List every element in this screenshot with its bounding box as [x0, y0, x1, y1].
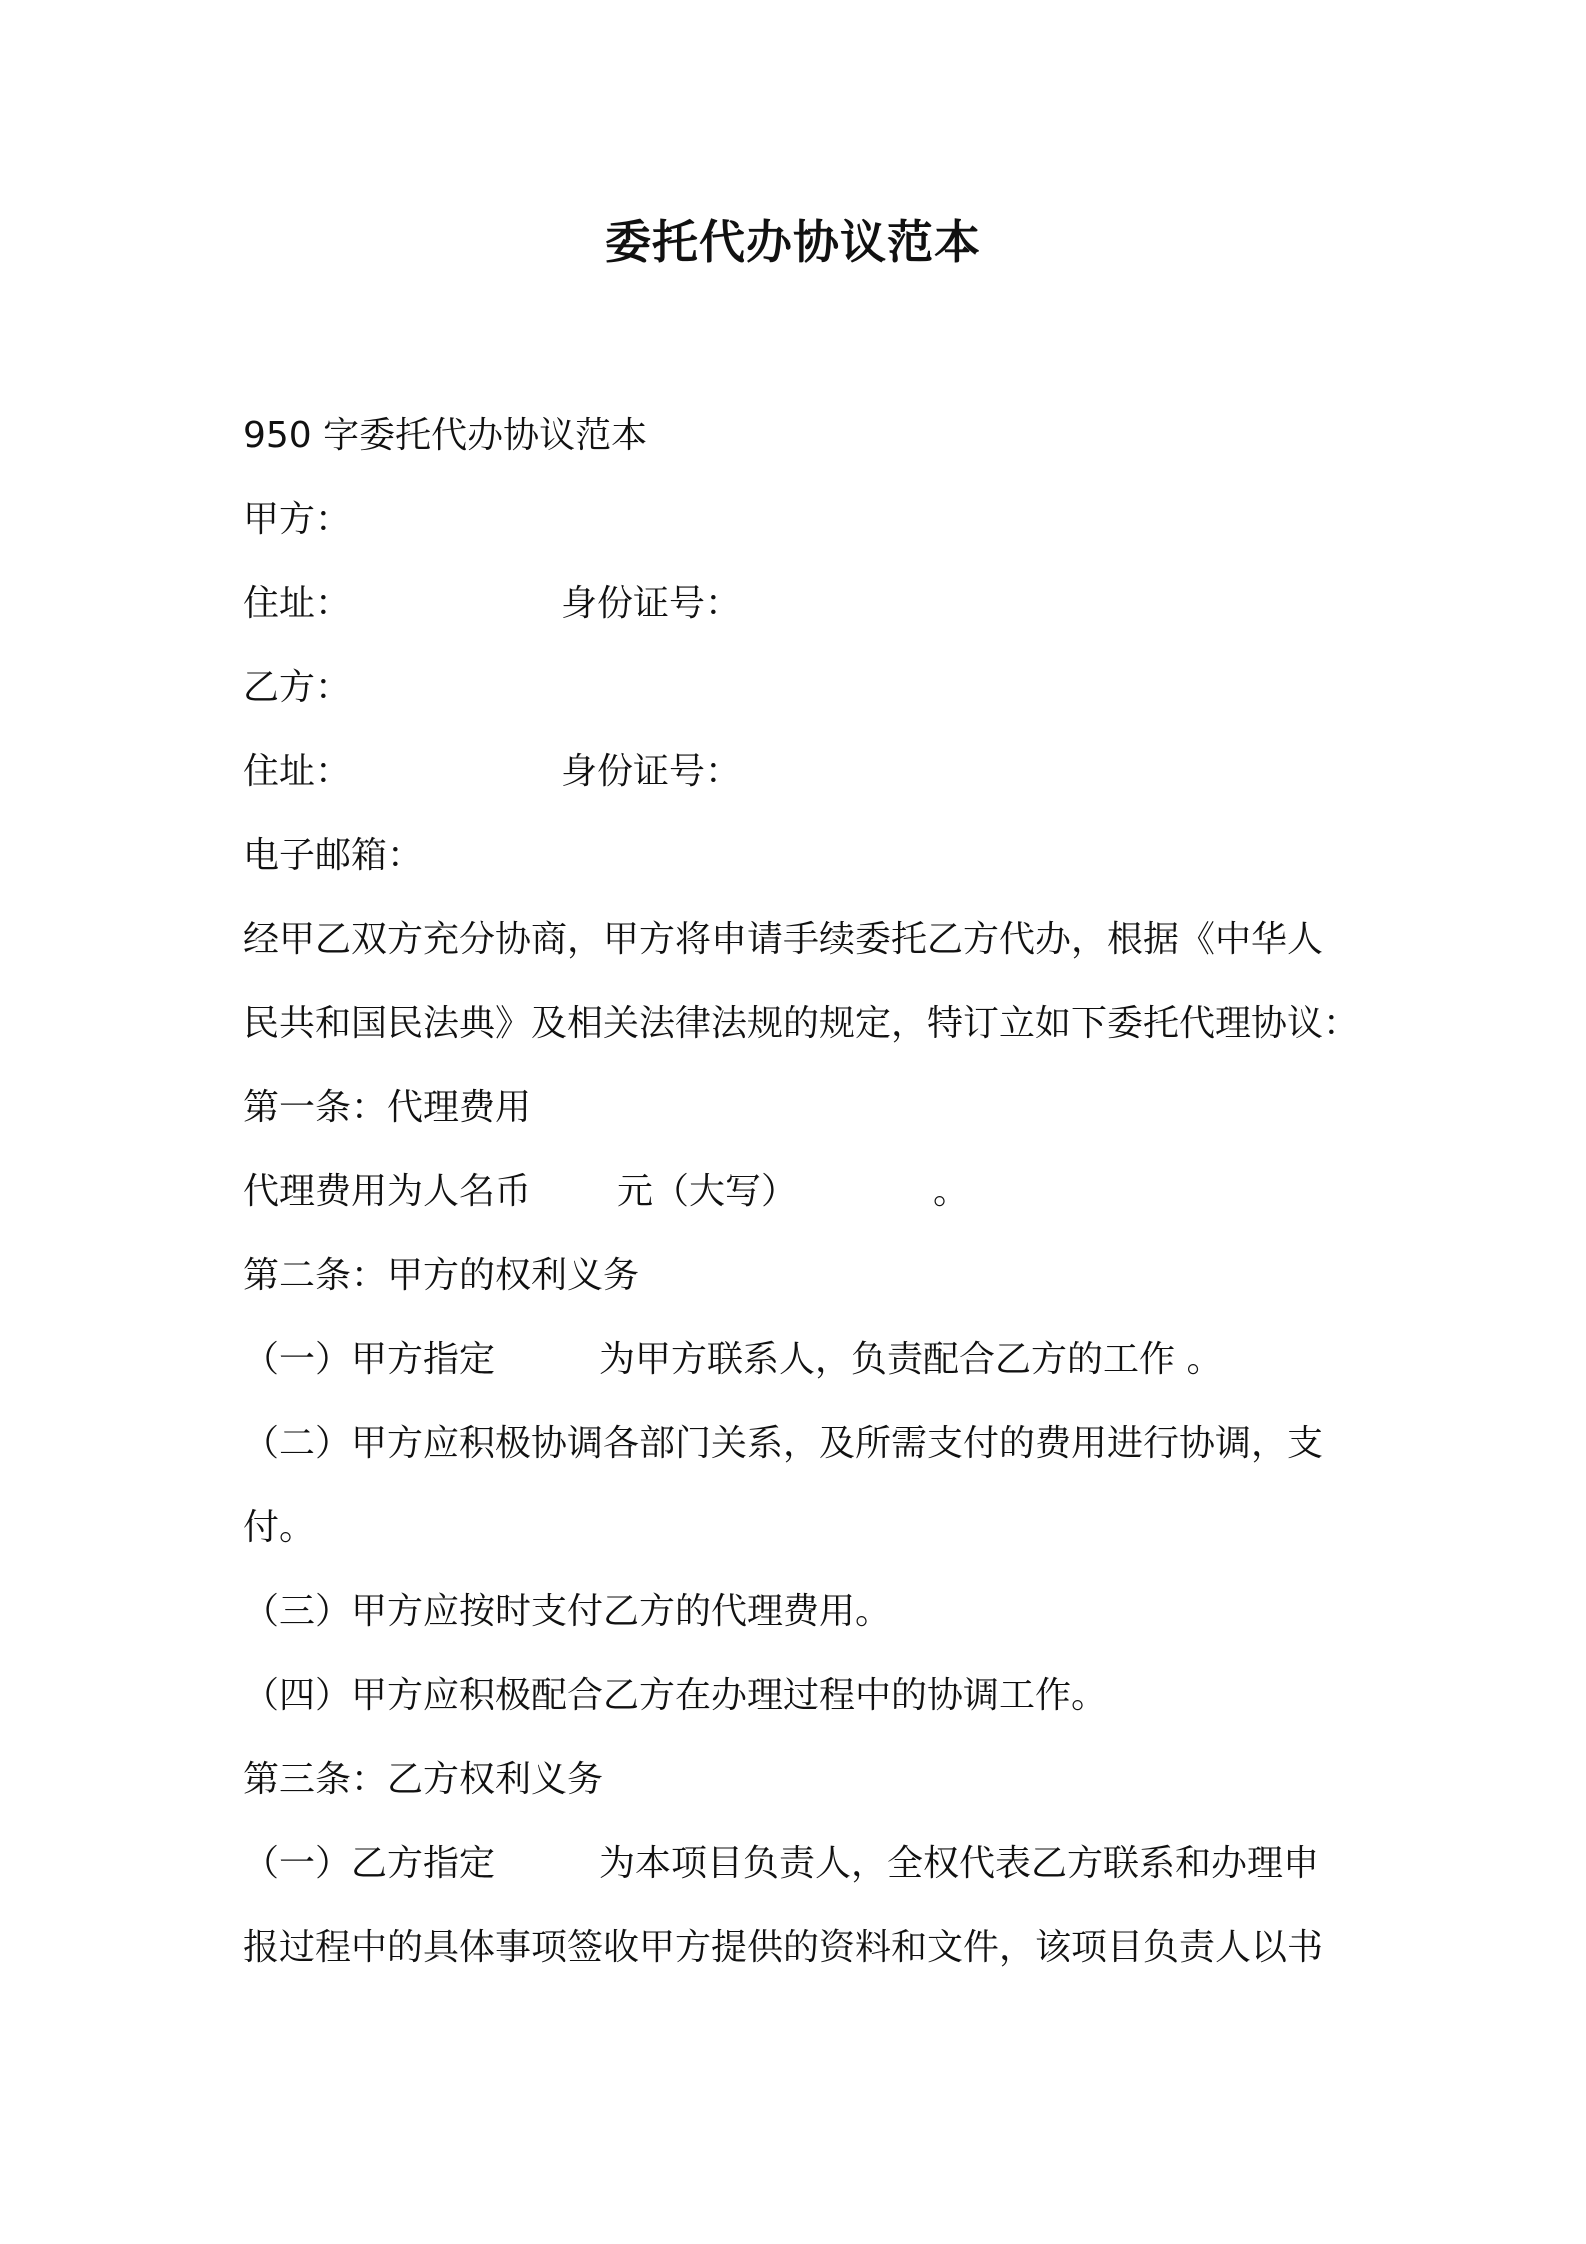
party-b-address-label: 住址：	[243, 751, 352, 792]
document-title: 委托代办协议范本	[605, 215, 981, 269]
preamble-line-2: 民共和国民法典》及相关法律法规的规定，特订立如下委托代理协议：	[243, 1003, 1360, 1044]
party-b-id-label: 身份证号：	[561, 751, 742, 792]
article-3-item-1-rest: 为本项目负责人，全权代表乙方联系和办理申	[599, 1843, 1320, 1884]
party-a-address-label: 住址：	[243, 583, 352, 624]
fee-prefix: 代理费用为人名币	[243, 1171, 532, 1212]
fee-unit: 元（大写）	[617, 1171, 798, 1212]
party-a-label: 甲方：	[243, 499, 352, 540]
article-2-item-2-line-2: 付。	[243, 1507, 316, 1548]
article-2-item-1-rest: 为甲方联系人，负责配合乙方的工作 。	[599, 1339, 1223, 1380]
article-3-item-1-prefix: （一）乙方指定	[243, 1843, 496, 1884]
article-2-item-3: （三）甲方应按时支付乙方的代理费用。	[243, 1591, 892, 1632]
article-2-item-4: （四）甲方应积极配合乙方在办理过程中的协调工作。	[243, 1675, 1108, 1716]
fee-end: 。	[933, 1171, 970, 1212]
subtitle: 950 字委托代办协议范本	[243, 415, 648, 456]
article-2-item-1-prefix: （一）甲方指定	[243, 1339, 496, 1380]
party-b-label: 乙方：	[243, 667, 352, 708]
article-2-heading: 第二条：甲方的权利义务	[243, 1255, 640, 1296]
article-3-heading: 第三条：乙方权利义务	[243, 1759, 604, 1800]
email-label: 电子邮箱：	[243, 835, 424, 876]
article-3-item-1-line-2: 报过程中的具体事项签收甲方提供的资料和文件，该项目负责人以书	[243, 1927, 1324, 1968]
article-2-item-2-line-1: （二）甲方应积极协调各部门关系，及所需支付的费用进行协调，支	[243, 1423, 1324, 1464]
party-a-id-label: 身份证号：	[561, 583, 742, 624]
preamble-line-1: 经甲乙双方充分协商，甲方将申请手续委托乙方代办，根据《中华人	[243, 919, 1324, 960]
article-1-heading: 第一条：代理费用	[243, 1087, 532, 1128]
